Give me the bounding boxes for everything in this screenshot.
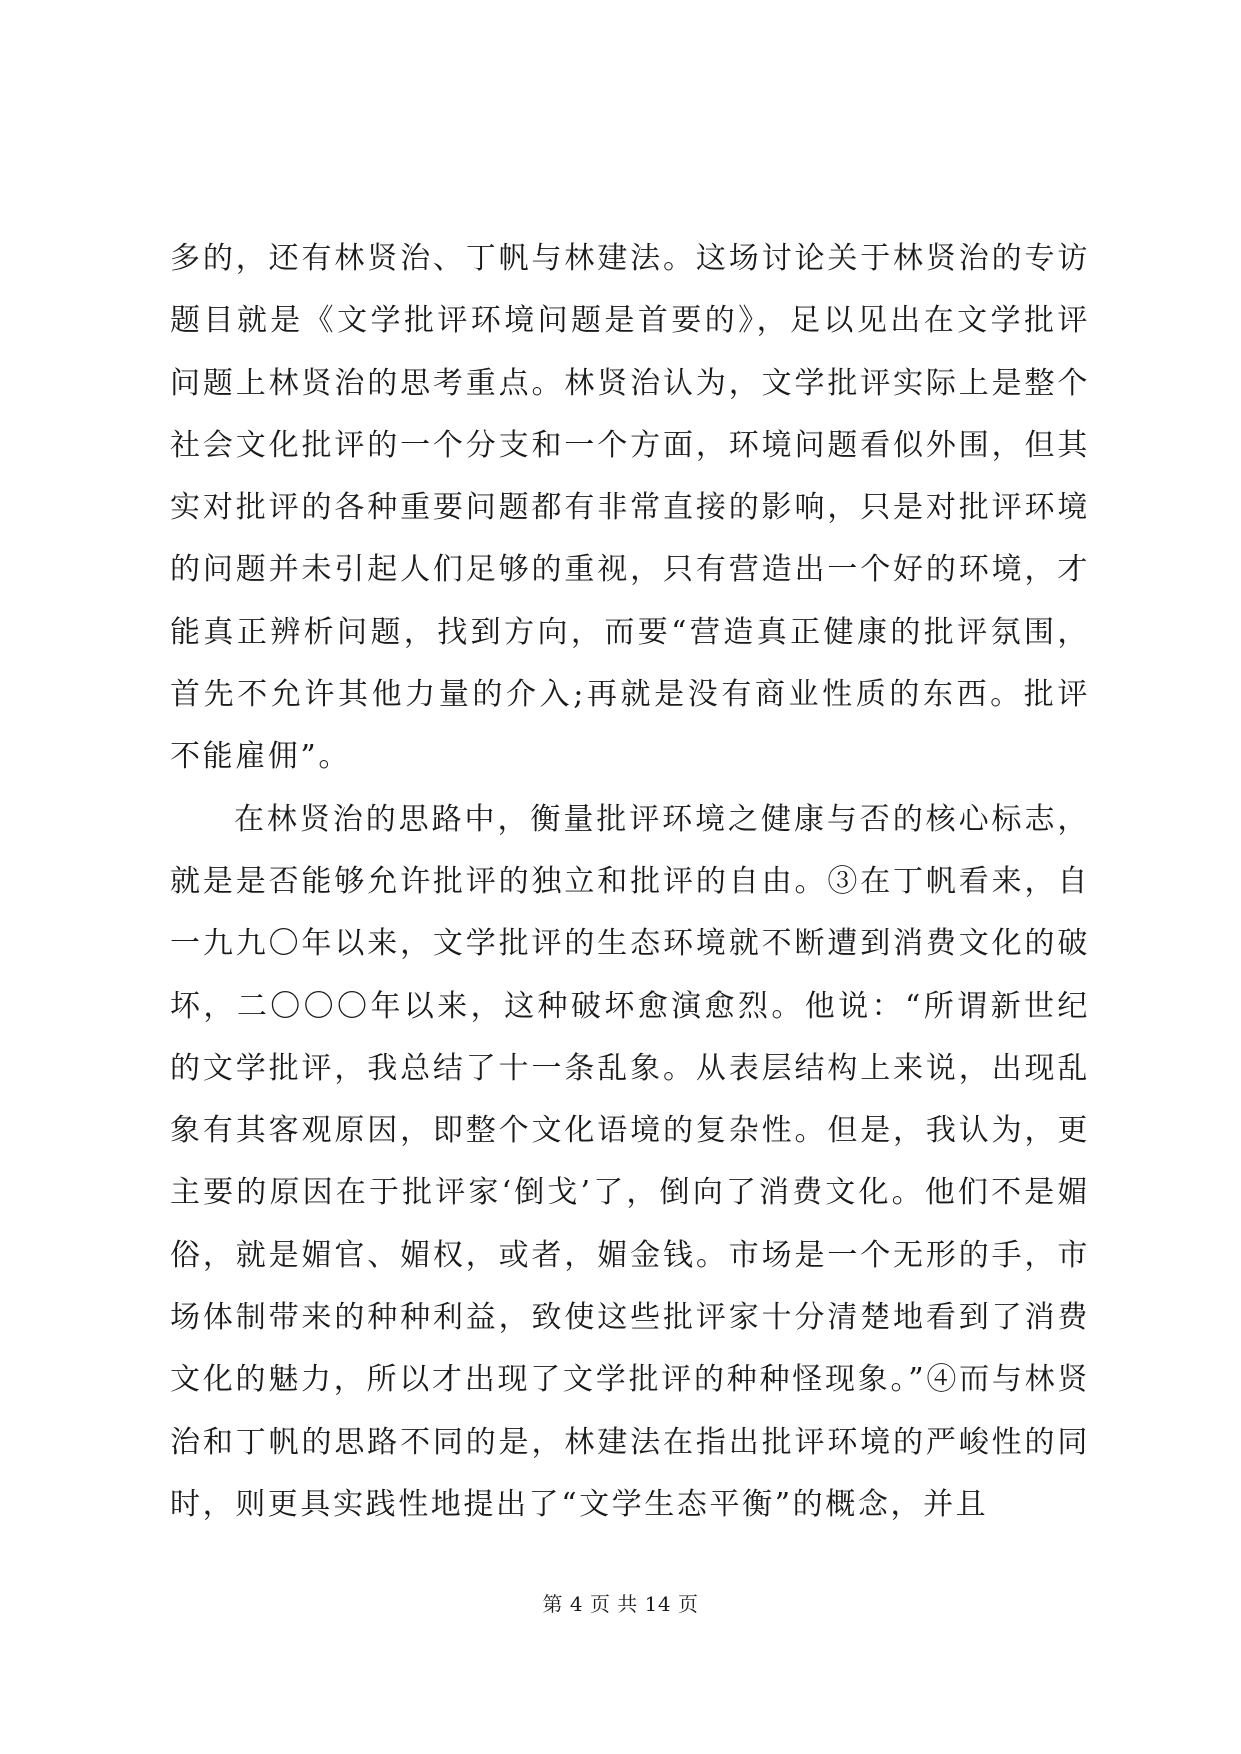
paragraph-continuation: 多的，还有林贤治、丁帆与林建法。这场讨论关于林贤治的专访题目就是《文学批评环境问题是首要的》，足以见出在文学批评问题上林贤治的思考重点。林贤治认为，文学批评实际上是整个社会文化批评的一个分支和一个方面，环境问题看似外围，但其实对批评的各种重要问题都有非常直接的影响，只是对批评环境的问题并未引起人们足够的重视，只有营造出一个好的环境，才能真正辨析问题，找到方向，而要“营造真正健康的批评氛围，首先不允许其他力量的介入;再就是没有商业性质的东西。批评不能雇佣”。 [170,241,1090,775]
document-body [170,228,1090,1536]
page-number-footer: 第 4 页 共 14 页 [542,1592,699,1616]
paragraph-lin-xianzhi-ding-fan: 在林贤治的思路中，衡量批评环境之健康与否的核心标志，就是是否能够允许批评的独立和批评的自由。③在丁帆看来，自一九九〇年以来，文学批评的生态环境就不断遭到消费文化的破坏，二〇〇〇年以来，这种破坏愈演愈烈。他说：“所谓新世纪的文学批评，我总结了十一条乱象。从表层结构上来说，出现乱象有其客观原因，即整个文化语境的复杂性。但是，我认为，更主要的原因在于批评家‘倒戈’了，倒向了消费文化。他们不是媚俗，就是媚官、媚权，或者，媚金钱。市场是一个无形的手，市场体制带来的种种利益，致使这些批评家十分清楚地看到了消费文化的魅力，所以才出现了文学批评的种种怪现象。”④而与林贤治和丁帆的思路不同的是，林建法在指出批评环境的严峻性的同时，则更具实践性地提出了“文学生态平衡”的概念，并且 [170,801,1090,1522]
